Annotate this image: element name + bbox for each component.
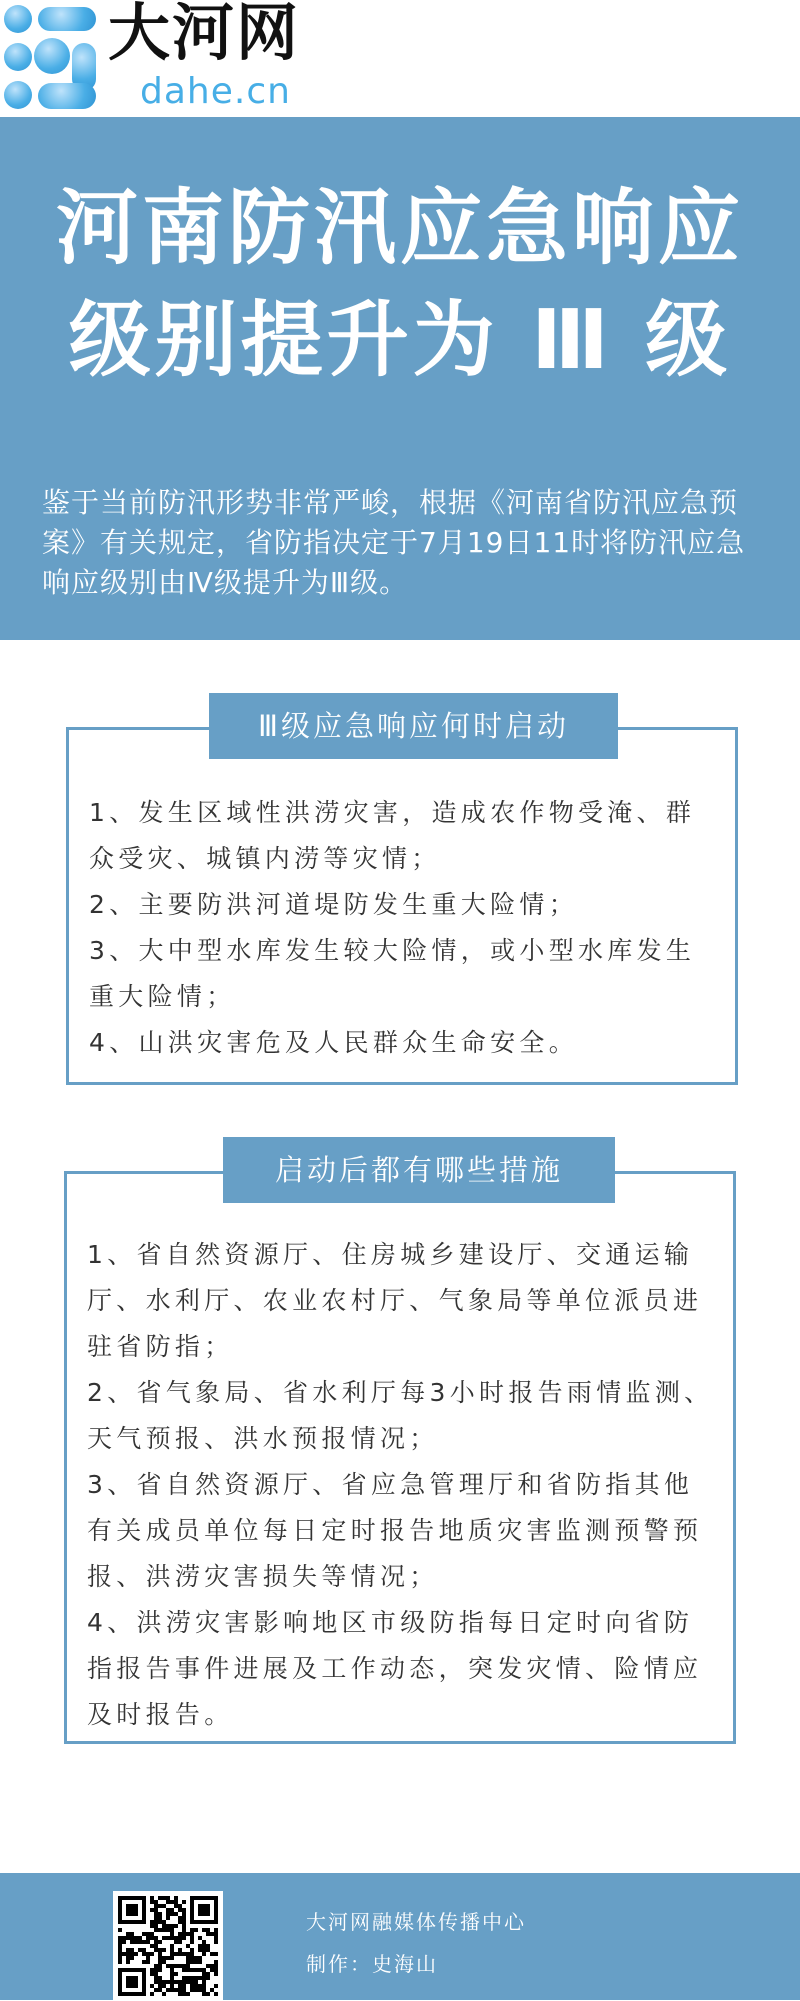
list-item: 3、大中型水库发生较大险情，或小型水库发生重大险情； [89,936,696,1011]
list-item: 2、省气象局、省水利厅每3小时报告雨情监测、天气预报、洪水预报情况； [87,1378,714,1453]
footer [0,1873,800,2000]
section-measures-list [87,1232,722,1738]
intro-text: 鉴于当前防汛形势非常严峻，根据《河南省防汛应急预案》有关规定，省防指决定于7月19日11时将防汛应急响应级别由Ⅳ级提升为Ⅲ级。 [42,486,746,599]
footer-org: 大河网融媒体传播中心 [306,1910,526,1934]
page-title-line1: 河南防汛应急响应 [55,181,744,276]
page-title-line2: 级别提升为 Ⅲ 级 [68,293,732,388]
section-measures-box [64,1171,736,1744]
logo-name: 大河网 [108,0,301,69]
list-item: 4、洪涝灾害影响地区市级防指每日定时向省防指报告事件进展及工作动态，突发灾情、险情应及时报告。 [87,1608,703,1729]
dahe-logo[interactable] [0,0,320,115]
section-when-box [66,727,738,1085]
logo-domain: dahe.cn [140,71,291,112]
logo-mark-icon [4,5,96,110]
section-when-label: Ⅲ级应急响应何时启动 [209,693,618,759]
section-when-list [89,790,724,1066]
qr-code-icon[interactable] [113,1891,223,2001]
list-item: 4、山洪灾害危及人民群众生命安全。 [89,1028,579,1057]
section-measures-label: 启动后都有哪些措施 [223,1137,615,1203]
list-item: 2、主要防洪河道堤防发生重大险情； [89,890,579,919]
footer-credit: 制作：史海山 [306,1952,438,1976]
header-banner [0,117,800,640]
list-item: 3、省自然资源厅、省应急管理厅和省防指其他有关成员单位每日定时报告地质灾害监测预警预报、洪涝灾害损失等情况； [87,1470,703,1591]
list-item: 1、发生区域性洪涝灾害，造成农作物受淹、群众受灾、城镇内涝等灾情； [89,798,696,873]
list-item: 1、省自然资源厅、住房城乡建设厅、交通运输厅、水利厅、农业农村厅、气象局等单位派员进驻省防指； [87,1240,703,1361]
